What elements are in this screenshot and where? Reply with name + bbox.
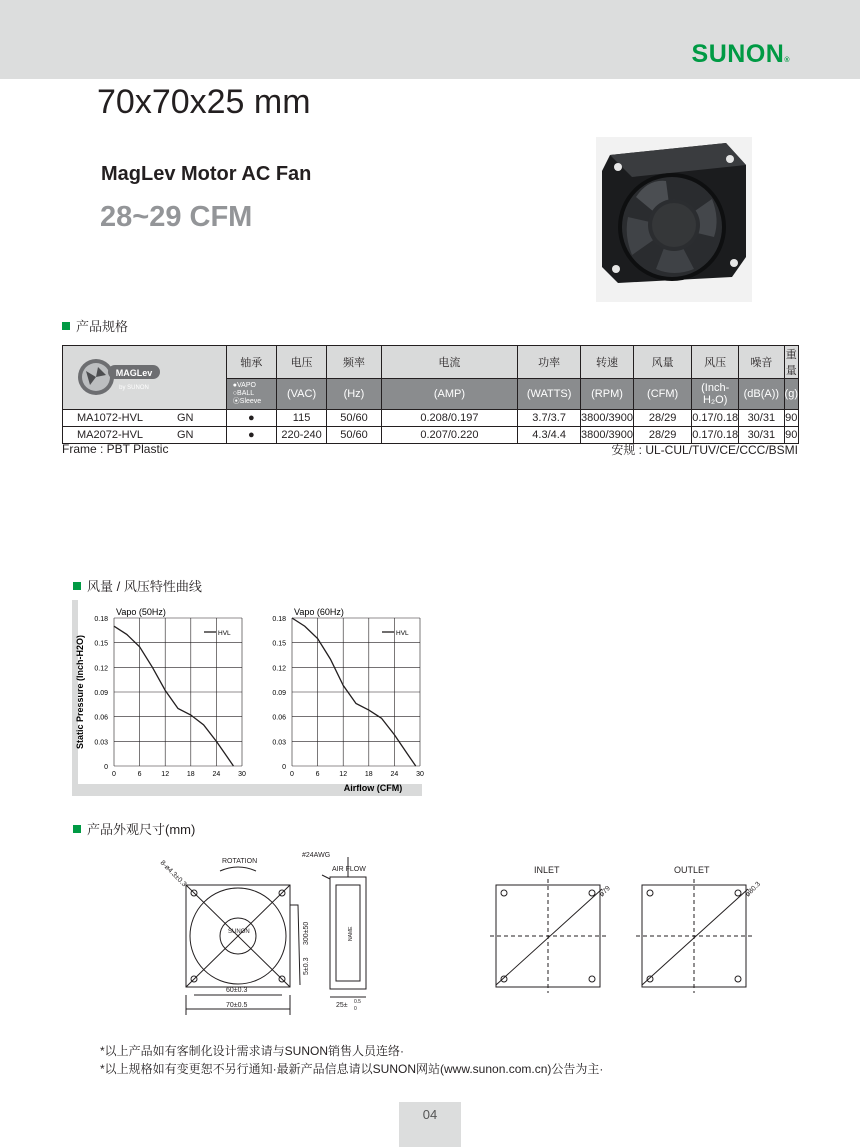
y-tick-label: 0.09 — [94, 690, 108, 697]
page-number: 04 — [399, 1102, 461, 1147]
x-tick-label: 12 — [339, 771, 348, 778]
dimension-drawing — [150, 845, 790, 1020]
weight-value: 90 — [784, 427, 798, 444]
note-spec-change: *以上规格如有变更恕不另行通知·最新产品信息请以SUNON网站(www.sunon.com.cn)公告为主· — [100, 1062, 604, 1076]
airflow-value: 28/29 — [634, 410, 692, 427]
x-tick-label: 30 — [416, 771, 424, 778]
header-weight: 重量 — [784, 346, 798, 379]
x-tick-label: 0 — [290, 771, 294, 778]
radio-empty-icon: ○ — [232, 390, 238, 397]
y-tick-label: 0.18 — [272, 616, 286, 623]
outlet-label: OUTLET — [674, 865, 710, 875]
brand-logo: SUNON® — [691, 40, 790, 68]
header-power: 功率 — [518, 346, 581, 379]
unit-weight: (g) — [784, 379, 798, 410]
unit-cfm: (CFM) — [634, 379, 692, 410]
unit-noise: (dB(A)) — [739, 379, 784, 410]
x-tick-label: 18 — [364, 771, 373, 778]
bearing-mark: ● — [226, 410, 276, 427]
y-tick-label: 0.12 — [94, 665, 108, 673]
bearing-mark: ● — [226, 427, 276, 444]
pressure-value: 0.17/0.18 — [692, 410, 739, 427]
radio-selected-icon: ⦿ — [232, 398, 240, 405]
pressure-value: 0.17/0.18 — [692, 427, 739, 444]
frequency-value: 50/60 — [327, 427, 381, 444]
cfm-range: 28~29 CFM — [100, 201, 253, 233]
current-value: 0.207/0.220 — [381, 427, 518, 444]
header-frequency: 频率 — [327, 346, 381, 379]
spec-table — [62, 345, 799, 444]
header-pressure: 风压 — [692, 346, 739, 379]
y-tick-label: 0 — [282, 764, 286, 771]
maglev-logo — [63, 346, 227, 410]
y-tick-label: 0.18 — [94, 616, 108, 623]
bullet-square-icon — [62, 322, 70, 330]
table-row — [63, 410, 799, 427]
note-customization: *以上产品如有客制化设计需求请与SUNON销售人员连络· — [100, 1044, 405, 1058]
lead-length-label: 300±50 — [303, 921, 310, 945]
unit-rpm: (RPM) — [581, 379, 634, 410]
dim-25-tol2: 0 — [354, 1006, 357, 1012]
frequency-value: 50/60 — [327, 410, 381, 427]
hole-label: 8-ø4.3±0.3 — [158, 859, 188, 889]
y-tick-label: 0 — [104, 764, 108, 771]
header-voltage: 电压 — [276, 346, 327, 379]
header-speed: 转速 — [581, 346, 634, 379]
y-tick-label: 0.03 — [94, 739, 108, 747]
chart-title: Vapo (50Hz) — [116, 607, 166, 617]
airflow-value: 28/29 — [634, 427, 692, 444]
yaxis-label: Static Pressure (Inch-H2O) — [75, 634, 85, 750]
power-value: 4.3/4.4 — [518, 427, 581, 444]
dim-70-label: 70±0.5 — [226, 1002, 248, 1009]
outlet-diameter: ø80.3 — [744, 880, 763, 899]
maglev-logo-text: MAGLev — [116, 368, 153, 378]
model-code: GN — [177, 429, 194, 441]
y-tick-label: 0.06 — [272, 714, 286, 722]
model-name: MA1072-HVL — [77, 412, 144, 424]
side-label: NAME — [348, 926, 354, 941]
rotation-label: ROTATION — [222, 858, 258, 865]
y-tick-label: 0.03 — [272, 739, 286, 747]
power-value: 3.7/3.7 — [518, 410, 581, 427]
lead-offset-label: 5±0.3 — [303, 957, 310, 975]
voltage-value: 115 — [276, 410, 327, 427]
voltage-value: 220-240 — [276, 427, 327, 444]
dim-25-tol: 0.5 — [354, 999, 361, 1005]
x-tick-label: 6 — [315, 771, 320, 778]
frame-note: Frame : PBT Plastic — [62, 442, 169, 456]
weight-value: 90 — [784, 410, 798, 427]
xaxis-label: Airflow (CFM) — [343, 783, 403, 793]
bullet-square-icon — [73, 825, 81, 833]
noise-value: 30/31 — [739, 427, 784, 444]
airflow-label: AIR FLOW — [332, 866, 366, 873]
legend-label: HVL — [218, 630, 231, 637]
dim-25-label: 25± — [336, 1002, 348, 1009]
x-tick-label: 0 — [112, 771, 116, 778]
series-line — [114, 626, 233, 766]
y-tick-label: 0.15 — [272, 640, 286, 648]
bearing-options: ●VAPO ○BALL ⦿Sleeve — [226, 379, 276, 410]
header-noise: 噪音 — [739, 346, 784, 379]
spec-section-heading: 产品规格 — [62, 316, 128, 335]
y-tick-label: 0.09 — [272, 690, 286, 697]
certification-note: 安规 : UL-CUL/TUV/CE/CCC/BSMI — [611, 443, 798, 457]
dim-60-label: 60±0.3 — [226, 987, 248, 994]
noise-value: 30/31 — [739, 410, 784, 427]
chart-50hz — [94, 607, 246, 778]
bullet-square-icon — [73, 582, 81, 590]
speed-value: 3800/3900 — [581, 410, 634, 427]
model-name: MA2072-HVL — [77, 429, 144, 441]
front-brand-label: SUNON — [228, 929, 250, 935]
y-tick-label: 0.15 — [94, 640, 108, 648]
x-tick-label: 12 — [161, 771, 170, 778]
inlet-label: INLET — [534, 865, 560, 875]
unit-vac: (VAC) — [276, 379, 327, 410]
x-tick-label: 24 — [212, 771, 221, 778]
curve-section-heading: 风量 / 风压特性曲线 — [73, 576, 202, 595]
speed-value: 3800/3900 — [581, 427, 634, 444]
header-airflow: 风量 — [634, 346, 692, 379]
x-tick-label: 6 — [137, 771, 142, 778]
dim-section-heading: 产品外观尺寸(mm) — [73, 819, 195, 838]
chart-60hz — [272, 607, 424, 778]
x-tick-label: 24 — [390, 771, 399, 778]
inlet-diameter: ø79 — [598, 884, 612, 899]
legend-label: HVL — [396, 630, 409, 637]
header-current: 电流 — [381, 346, 518, 379]
model-code: GN — [177, 412, 194, 424]
fan-photo — [596, 137, 752, 302]
chart-title: Vapo (60Hz) — [294, 607, 344, 617]
maglev-logo-sub: by SUNON — [119, 385, 150, 391]
product-subtitle: MagLev Motor AC Fan — [101, 163, 312, 185]
y-tick-label: 0.06 — [94, 714, 108, 722]
radio-filled-icon: ● — [232, 382, 238, 389]
awg-label: #24AWG — [302, 852, 331, 859]
current-value: 0.208/0.197 — [381, 410, 518, 427]
y-tick-label: 0.12 — [272, 665, 286, 673]
unit-pressure: (Inch-H₂O) — [692, 379, 739, 410]
page-title: 70x70x25 mm — [97, 83, 311, 121]
pq-curves — [72, 600, 422, 798]
unit-watts: (WATTS) — [518, 379, 581, 410]
unit-hz: (Hz) — [327, 379, 381, 410]
x-tick-label: 30 — [238, 771, 246, 778]
header-bearing: 轴承 — [226, 346, 276, 379]
unit-amp: (AMP) — [381, 379, 518, 410]
x-tick-label: 18 — [186, 771, 195, 778]
